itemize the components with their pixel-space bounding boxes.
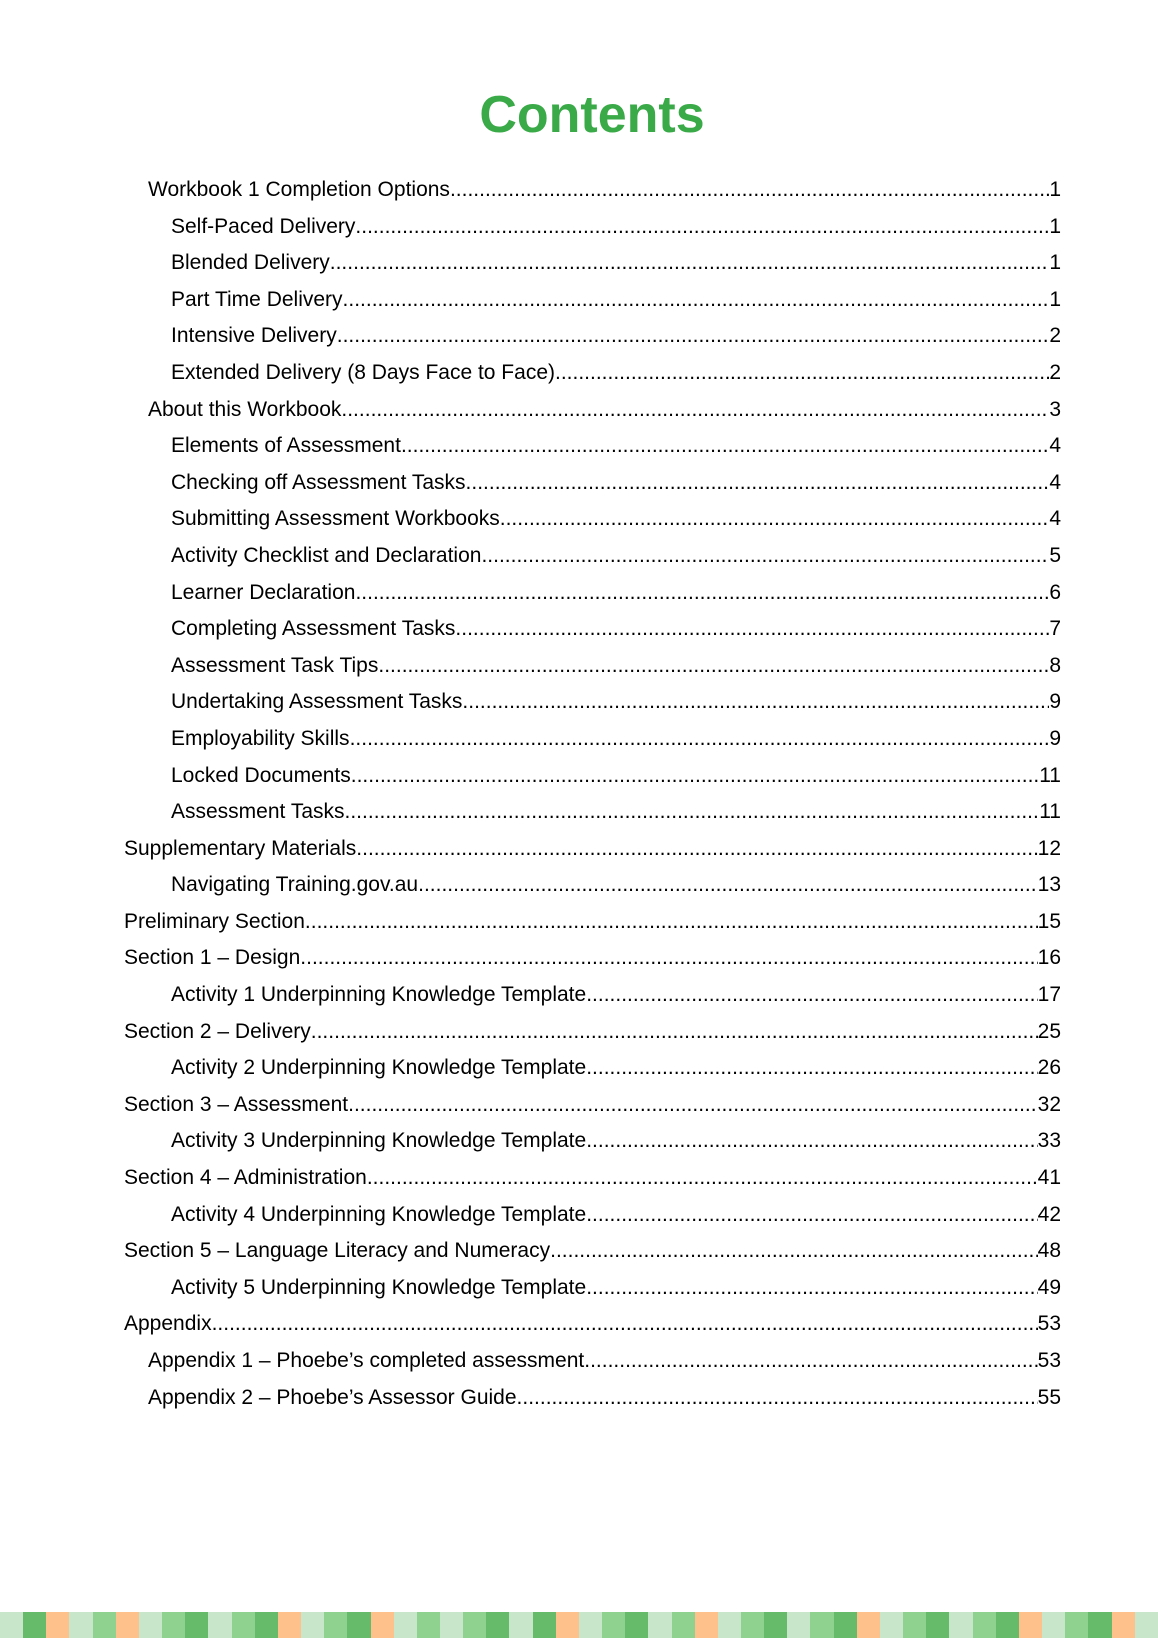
toc-entry-label: Appendix 2 – Phoebe’s Assessor Guide	[148, 1385, 517, 1409]
toc-entry[interactable]	[0, 758, 1158, 795]
footer-band-tile	[324, 1612, 347, 1638]
footer-band-tile	[1065, 1612, 1088, 1638]
toc-entry-page-number: 26	[1037, 1056, 1061, 1080]
footer-band-tile	[139, 1612, 162, 1638]
toc-dot-leader	[212, 1306, 1038, 1343]
toc-entry[interactable]	[0, 209, 1158, 246]
footer-band-tile	[903, 1612, 926, 1638]
toc-entry-label: Completing Assessment Tasks	[171, 617, 456, 641]
footer-band-tile	[741, 1612, 764, 1638]
toc-entry-label: Activity Checklist and Declaration	[171, 543, 482, 567]
toc-entry-label: Activity 1 Underpinning Knowledge Template	[171, 983, 587, 1007]
toc-dot-leader	[300, 940, 1037, 977]
toc-entry-page-number: 12	[1037, 836, 1061, 860]
footer-band-tile	[0, 1612, 23, 1638]
toc-entry-page-number: 11	[1039, 800, 1061, 824]
toc-dot-leader	[311, 1014, 1038, 1051]
footer-band-tile	[46, 1612, 69, 1638]
footer-band-tile	[93, 1612, 116, 1638]
toc-entry[interactable]	[0, 904, 1158, 941]
footer-band-tile	[1112, 1612, 1135, 1638]
toc-entry-label: Part Time Delivery	[171, 287, 343, 311]
toc-dot-leader	[517, 1380, 1038, 1417]
toc-entry-page-number: 48	[1037, 1239, 1061, 1263]
footer-band-tile	[23, 1612, 46, 1638]
toc-entry-page-number: 4	[1049, 470, 1061, 494]
toc-dot-leader	[341, 392, 1049, 429]
toc-entry-page-number: 16	[1037, 946, 1061, 970]
toc-dot-leader	[330, 245, 1050, 282]
toc-entry-label: Intensive Delivery	[171, 324, 337, 348]
toc-entry-page-number: 55	[1037, 1385, 1061, 1409]
toc-entry[interactable]	[0, 1380, 1158, 1417]
footer-band-tile	[880, 1612, 903, 1638]
toc-entry-page-number: 1	[1049, 251, 1061, 275]
toc-entry[interactable]	[0, 355, 1158, 392]
toc-dot-leader	[555, 355, 1049, 392]
toc-entry[interactable]	[0, 538, 1158, 575]
toc-entry-label: Activity 5 Underpinning Knowledge Template	[171, 1275, 587, 1299]
toc-entry-page-number: 8	[1049, 653, 1061, 677]
toc-entry-label: Activity 3 Underpinning Knowledge Template	[171, 1129, 587, 1153]
toc-entry[interactable]	[0, 611, 1158, 648]
toc-dot-leader	[367, 1160, 1038, 1197]
footer-band-tile	[301, 1612, 324, 1638]
toc-entry-label: Navigating Training.gov.au	[171, 873, 419, 897]
footer-band-tile	[718, 1612, 741, 1638]
toc-entry-page-number: 49	[1037, 1275, 1061, 1299]
toc-entry-label: Appendix	[124, 1312, 212, 1336]
toc-entry[interactable]	[0, 465, 1158, 502]
decorative-footer-band	[0, 1612, 1158, 1638]
toc-entry-page-number: 6	[1049, 580, 1061, 604]
toc-entry-label: Section 4 – Administration	[124, 1166, 367, 1190]
footer-band-tile	[787, 1612, 810, 1638]
footer-band-tile	[1019, 1612, 1042, 1638]
footer-band-tile	[533, 1612, 556, 1638]
footer-band-tile	[810, 1612, 833, 1638]
toc-entry[interactable]	[0, 318, 1158, 355]
toc-entry-label: Assessment Tasks	[171, 800, 345, 824]
toc-entry-page-number: 25	[1037, 1019, 1061, 1043]
footer-band-tile	[764, 1612, 787, 1638]
toc-entry[interactable]	[0, 1160, 1158, 1197]
toc-dot-leader	[481, 538, 1049, 575]
footer-band-tile	[648, 1612, 671, 1638]
toc-entry-page-number: 1	[1049, 287, 1061, 311]
toc-entry-label: Elements of Assessment	[171, 434, 401, 458]
toc-entry-label: Undertaking Assessment Tasks	[171, 690, 463, 714]
footer-band-tile	[509, 1612, 532, 1638]
toc-entry-label: Employability Skills	[171, 726, 350, 750]
footer-band-tile	[440, 1612, 463, 1638]
footer-band-tile	[486, 1612, 509, 1638]
toc-dot-leader	[343, 282, 1050, 319]
footer-band-tile	[949, 1612, 972, 1638]
footer-band-tile	[834, 1612, 857, 1638]
toc-entry-label: Assessment Task Tips	[171, 653, 379, 677]
toc-entry[interactable]	[0, 245, 1158, 282]
toc-entry-label: Section 3 – Assessment	[124, 1092, 349, 1116]
footer-band-tile	[672, 1612, 695, 1638]
page-title: Contents	[479, 86, 705, 144]
toc-dot-leader	[378, 648, 1049, 685]
footer-band-tile	[69, 1612, 92, 1638]
toc-dot-leader	[305, 904, 1038, 941]
toc-entry-page-number: 42	[1037, 1202, 1061, 1226]
toc-entry[interactable]	[0, 684, 1158, 721]
toc-entry-page-number: 2	[1049, 324, 1061, 348]
footer-band-tile	[463, 1612, 486, 1638]
toc-entry-page-number: 32	[1037, 1092, 1061, 1116]
toc-entry[interactable]	[0, 794, 1158, 831]
toc-dot-leader	[462, 684, 1049, 721]
toc-entry-page-number: 53	[1037, 1349, 1061, 1372]
footer-band-tile	[695, 1612, 718, 1638]
toc-entry[interactable]	[0, 172, 1158, 209]
footer-band-tile	[232, 1612, 255, 1638]
toc-entry-page-number: 5	[1049, 543, 1061, 567]
toc-entry-page-number: 2	[1049, 360, 1061, 384]
toc-entry-label: Section 2 – Delivery	[124, 1019, 311, 1043]
toc-entry[interactable]	[0, 977, 1158, 1014]
toc-dot-leader	[356, 831, 1037, 868]
toc-entry-page-number: 9	[1049, 690, 1061, 714]
toc-entry-page-number: 9	[1049, 726, 1061, 750]
toc-entry[interactable]	[0, 1014, 1158, 1051]
footer-band-tile	[556, 1612, 579, 1638]
toc-entry-page-number: 3	[1049, 397, 1061, 421]
footer-band-tile	[602, 1612, 625, 1638]
toc-entry-page-number: 1	[1049, 214, 1061, 238]
toc-entry[interactable]	[0, 1087, 1158, 1124]
toc-entry-label: Learner Declaration	[171, 580, 356, 604]
toc-entry[interactable]	[0, 1270, 1158, 1307]
footer-band-tile	[394, 1612, 417, 1638]
footer-band-tile	[417, 1612, 440, 1638]
toc-entry[interactable]	[0, 1050, 1158, 1087]
toc-entry-label: About this Workbook	[148, 397, 342, 421]
toc-entry-label: Activity 2 Underpinning Knowledge Template	[171, 1056, 587, 1080]
toc-entry-label: Preliminary Section	[124, 909, 305, 933]
toc-entry-label: Section 1 – Design	[124, 946, 301, 970]
footer-band-tile	[1042, 1612, 1065, 1638]
toc-entry-label: Extended Delivery (8 Days Face to Face)	[171, 360, 555, 384]
toc-dot-leader	[584, 1343, 1037, 1380]
footer-band-tile	[208, 1612, 231, 1638]
toc-entry-page-number: 11	[1039, 763, 1061, 787]
footer-band-tile	[1135, 1612, 1158, 1638]
toc-dot-leader	[455, 611, 1049, 648]
toc-entry-label: Section 5 – Language Literacy and Numeracy	[124, 1239, 551, 1263]
toc-entry-label: Workbook 1 Completion Options	[148, 178, 450, 201]
footer-band-tile	[926, 1612, 949, 1638]
toc-entry-page-number: 53	[1037, 1312, 1061, 1336]
toc-entry[interactable]	[0, 1233, 1158, 1270]
footer-band-tile	[347, 1612, 370, 1638]
table-of-contents	[0, 172, 1158, 1416]
toc-dot-leader	[418, 867, 1038, 904]
toc-entry-page-number: 15	[1037, 909, 1061, 933]
toc-entry[interactable]	[0, 648, 1158, 685]
toc-entry-page-number: 33	[1037, 1129, 1061, 1153]
toc-dot-leader	[351, 758, 1039, 795]
toc-entry-label: Blended Delivery	[171, 251, 330, 275]
toc-entry-page-number: 41	[1037, 1166, 1061, 1190]
footer-band-tile	[255, 1612, 278, 1638]
footer-band-tile	[973, 1612, 996, 1638]
footer-band-tile	[996, 1612, 1019, 1638]
toc-entry[interactable]	[0, 501, 1158, 538]
footer-band-tile	[857, 1612, 880, 1638]
toc-entry-label: Appendix 1 – Phoebe’s completed assessment	[148, 1349, 585, 1372]
toc-entry-page-number: 7	[1049, 617, 1061, 641]
footer-band-tile	[278, 1612, 301, 1638]
toc-entry[interactable]	[0, 1123, 1158, 1160]
toc-entry[interactable]	[0, 867, 1158, 904]
footer-band-tile	[162, 1612, 185, 1638]
toc-entry[interactable]	[0, 428, 1158, 465]
toc-entry[interactable]	[0, 1306, 1158, 1343]
toc-dot-leader	[586, 977, 1037, 1014]
toc-dot-leader	[586, 1050, 1037, 1087]
toc-entry-label: Submitting Assessment Workbooks	[171, 507, 500, 531]
footer-band-tile	[625, 1612, 648, 1638]
toc-dot-leader	[500, 501, 1050, 538]
toc-entry-page-number: 4	[1049, 434, 1061, 458]
footer-band-tile	[185, 1612, 208, 1638]
footer-band-tile	[579, 1612, 602, 1638]
toc-entry-label: Locked Documents	[171, 763, 351, 787]
toc-dot-leader	[348, 1087, 1038, 1124]
toc-dot-leader	[337, 318, 1050, 355]
toc-entry-page-number: 1	[1049, 178, 1061, 201]
toc-entry-label: Activity 4 Underpinning Knowledge Template	[171, 1202, 587, 1226]
toc-dot-leader	[355, 575, 1049, 612]
toc-dot-leader	[586, 1270, 1037, 1307]
toc-dot-leader	[586, 1197, 1037, 1234]
toc-entry[interactable]	[0, 392, 1158, 429]
toc-entry[interactable]	[0, 575, 1158, 612]
toc-dot-leader	[466, 465, 1050, 502]
toc-entry[interactable]	[0, 282, 1158, 319]
toc-dot-leader	[401, 428, 1049, 465]
toc-dot-leader	[586, 1123, 1037, 1160]
toc-entry[interactable]	[0, 940, 1158, 977]
toc-dot-leader	[345, 794, 1040, 831]
toc-dot-leader	[450, 172, 1049, 209]
toc-dot-leader	[550, 1233, 1038, 1270]
toc-dot-leader	[355, 209, 1049, 246]
toc-entry-label: Self-Paced Delivery	[171, 214, 356, 238]
toc-entry-page-number: 13	[1037, 873, 1061, 897]
footer-band-tile	[1088, 1612, 1111, 1638]
footer-band-tile	[371, 1612, 394, 1638]
footer-band-tile	[116, 1612, 139, 1638]
toc-entry[interactable]	[0, 831, 1158, 868]
toc-entry[interactable]	[0, 721, 1158, 758]
toc-dot-leader	[350, 721, 1050, 758]
toc-entry-label: Checking off Assessment Tasks	[171, 470, 466, 494]
toc-entry-page-number: 17	[1037, 983, 1061, 1007]
toc-entry-label: Supplementary Materials	[124, 836, 357, 860]
toc-entry-page-number: 4	[1049, 507, 1061, 531]
toc-entry[interactable]	[0, 1197, 1158, 1234]
toc-entry[interactable]	[0, 1343, 1158, 1380]
